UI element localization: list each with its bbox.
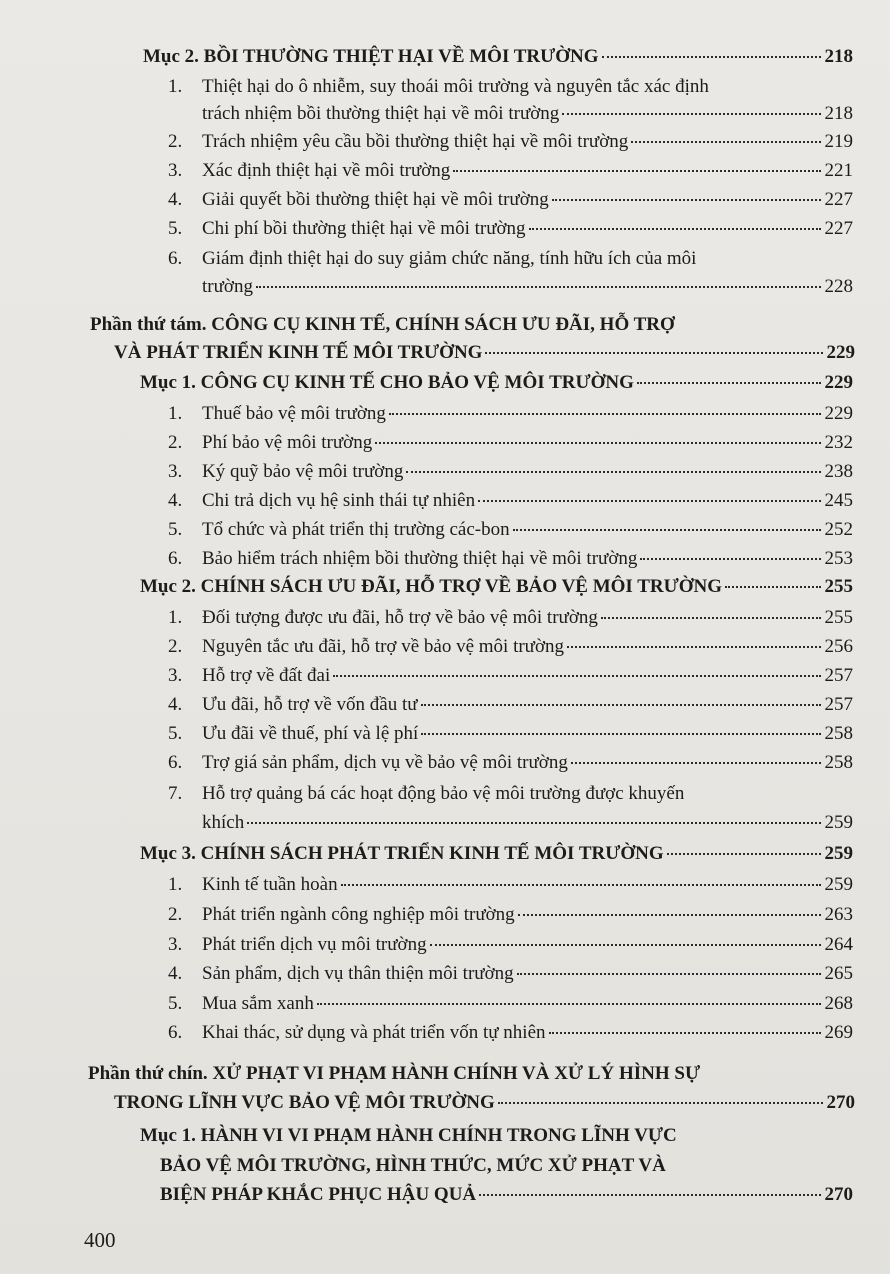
toc-item[interactable] — [168, 548, 853, 570]
toc-item[interactable] — [168, 934, 853, 956]
entry-label: Hỗ trợ về đất đai — [202, 665, 331, 686]
toc-item[interactable] — [168, 665, 853, 687]
entry-label-line1: Giám định thiệt hại do suy giảm chức năng, tính hữu ích của môi — [202, 248, 697, 269]
entry-label: Đối tượng được ưu đãi, hỗ trợ về bảo vệ môi trường — [202, 607, 598, 628]
toc-item[interactable] — [168, 636, 853, 658]
dot-leader — [479, 1194, 820, 1196]
entry-label: Phát triển ngành công nghiệp môi trường — [202, 904, 515, 925]
toc-item[interactable] — [168, 752, 853, 774]
item-number: 2. — [168, 131, 183, 152]
toc-item[interactable] — [168, 160, 853, 182]
entry-page: 219 — [824, 131, 853, 152]
entry-page: 257 — [824, 665, 853, 686]
section-title-line2: BẢO VỆ MÔI TRƯỜNG, HÌNH THỨC, MỨC XỬ PHẠT VÀ — [160, 1155, 666, 1176]
item-number: 2. — [168, 636, 183, 657]
entry-label-line1: Hỗ trợ quảng bá các hoạt động bảo vệ môi trường được khuyến — [202, 783, 685, 804]
toc-item-line — [168, 248, 696, 270]
entry-label: Mục 2. BỒI THƯỜNG THIỆT HẠI VỀ MÔI TRƯỜNG — [143, 46, 599, 67]
dot-leader — [333, 675, 820, 677]
toc-item[interactable] — [168, 607, 853, 629]
item-number: 6. — [168, 752, 183, 773]
entry-page: 269 — [824, 1022, 853, 1043]
toc-item[interactable] — [168, 218, 853, 240]
entry-label: Bảo hiểm trách nhiệm bồi thường thiệt hại về môi trường — [202, 548, 638, 569]
toc-item[interactable] — [168, 461, 853, 483]
toc-item[interactable] — [168, 1022, 853, 1044]
toc-section-heading-line — [160, 1155, 666, 1177]
dot-leader — [406, 471, 820, 473]
entry-label: Tổ chức và phát triển thị trường các-bon — [202, 519, 510, 540]
entry-label: Chi phí bồi thường thiệt hại về môi trường — [202, 218, 526, 239]
section-title-line1: Mục 1. HÀNH VI VI PHẠM HÀNH CHÍNH TRONG LĨNH VỰC — [140, 1125, 677, 1146]
page-number: 400 — [84, 1228, 116, 1252]
entry-label: Kinh tế tuần hoàn — [202, 874, 338, 895]
dot-leader — [518, 914, 821, 916]
entry-page: 270 — [826, 1092, 855, 1113]
dot-leader — [478, 500, 820, 502]
item-number: 1. — [168, 607, 183, 628]
toc-section-heading[interactable] — [140, 372, 853, 394]
entry-page: 264 — [824, 934, 853, 955]
entry-page: 259 — [824, 874, 853, 895]
part-title-line1: Phần thứ chín. XỬ PHẠT VI PHẠM HÀNH CHÍNH VÀ XỬ LÝ HÌNH SỰ — [88, 1063, 701, 1084]
item-number: 5. — [168, 723, 183, 744]
item-number: 3. — [168, 665, 183, 686]
entry-label: Nguyên tắc ưu đãi, hỗ trợ về bảo vệ môi trường — [202, 636, 565, 657]
dot-leader — [341, 884, 821, 886]
dot-leader — [389, 413, 821, 415]
dot-leader — [529, 228, 821, 230]
toc-item[interactable] — [168, 874, 853, 896]
toc-item[interactable] — [202, 276, 853, 298]
item-number: 6. — [168, 1022, 183, 1043]
entry-page: 256 — [824, 636, 853, 657]
entry-page: 245 — [824, 490, 853, 511]
item-number: 3. — [168, 160, 183, 181]
entry-page: 229 — [824, 372, 853, 393]
toc-item[interactable] — [168, 904, 853, 926]
toc-section-heading[interactable] — [143, 46, 853, 68]
item-number: 3. — [168, 934, 183, 955]
item-number: 1. — [168, 403, 183, 424]
item-number: 1. — [168, 76, 183, 97]
dot-leader — [602, 56, 821, 58]
entry-label: Giải quyết bồi thường thiệt hại về môi trường — [202, 189, 549, 210]
toc-part-heading-line — [90, 314, 675, 336]
toc-item-line — [168, 76, 709, 98]
entry-page: 252 — [824, 519, 853, 540]
dot-leader — [453, 170, 820, 172]
toc-section-heading[interactable] — [140, 576, 853, 598]
entry-page: 221 — [824, 160, 853, 181]
toc-item[interactable] — [168, 694, 853, 716]
item-number: 6. — [168, 548, 183, 569]
dot-leader — [430, 944, 821, 946]
entry-page: 259 — [824, 843, 853, 864]
entry-label: trách nhiệm bồi thường thiệt hại về môi trường — [202, 103, 560, 124]
toc-item[interactable] — [168, 131, 853, 153]
entry-label: Trách nhiệm yêu cầu bồi thường thiệt hại về môi trường — [202, 131, 629, 152]
toc-section-heading[interactable] — [140, 843, 853, 865]
dot-leader — [498, 1102, 823, 1104]
toc-item[interactable] — [202, 103, 853, 125]
entry-label: BIỆN PHÁP KHẮC PHỤC HẬU QUẢ — [160, 1184, 477, 1205]
entry-label-line1: Thiệt hại do ô nhiễm, suy thoái môi trường và nguyên tắc xác định — [202, 76, 709, 97]
toc-item[interactable] — [168, 432, 853, 454]
dot-leader — [485, 352, 822, 354]
entry-label: trường — [202, 276, 253, 297]
toc-part-heading-line — [88, 1063, 700, 1085]
toc-section-heading[interactable] — [160, 1184, 853, 1206]
entry-label: TRONG LĨNH VỰC BẢO VỆ MÔI TRƯỜNG — [114, 1092, 495, 1113]
item-number: 6. — [168, 248, 183, 269]
entry-label: Ký quỹ bảo vệ môi trường — [202, 461, 404, 482]
toc-section-heading-line — [140, 1125, 677, 1147]
entry-label: VÀ PHÁT TRIỂN KINH TẾ MÔI TRƯỜNG — [114, 342, 483, 363]
item-number: 4. — [168, 490, 183, 511]
item-number: 1. — [168, 874, 183, 895]
entry-page: 258 — [824, 723, 853, 744]
toc-item[interactable] — [168, 993, 853, 1015]
entry-page: 268 — [824, 993, 853, 1014]
entry-label: Sản phẩm, dịch vụ thân thiện môi trường — [202, 963, 514, 984]
dot-leader — [421, 733, 820, 735]
toc-item[interactable] — [168, 723, 853, 745]
entry-page: 218 — [824, 46, 853, 67]
item-number: 5. — [168, 519, 183, 540]
dot-leader — [317, 1003, 821, 1005]
dot-leader — [552, 199, 821, 201]
entry-label: Mua sắm xanh — [202, 993, 314, 1014]
item-number: 4. — [168, 694, 183, 715]
entry-page: 253 — [824, 548, 853, 569]
entry-page: 229 — [824, 403, 853, 424]
entry-page: 238 — [824, 461, 853, 482]
entry-label: Mục 2. CHÍNH SÁCH ƯU ĐÃI, HỖ TRỢ VỀ BẢO VỆ MÔI TRƯỜNG — [140, 576, 723, 597]
toc-item[interactable] — [168, 519, 853, 541]
dot-leader — [601, 617, 821, 619]
entry-label: Khai thác, sử dụng và phát triển vốn tự nhiên — [202, 1022, 546, 1043]
dot-leader — [667, 853, 821, 855]
entry-page: 270 — [824, 1184, 853, 1205]
dot-leader — [637, 382, 821, 384]
dot-leader — [421, 704, 821, 706]
entry-page: 228 — [824, 276, 853, 297]
item-number: 5. — [168, 218, 183, 239]
entry-label: Trợ giá sản phẩm, dịch vụ về bảo vệ môi trường — [202, 752, 568, 773]
dot-leader — [567, 646, 820, 648]
toc-part-heading[interactable] — [114, 342, 855, 364]
toc-item[interactable] — [168, 490, 853, 512]
dot-leader — [375, 442, 820, 444]
entry-label: Ưu đãi, hỗ trợ về vốn đầu tư — [202, 694, 418, 715]
entry-label: Phí bảo vệ môi trường — [202, 432, 373, 453]
entry-label: khích — [202, 812, 245, 833]
entry-page: 227 — [824, 218, 853, 239]
entry-label: Thuế bảo vệ môi trường — [202, 403, 386, 424]
entry-page: 258 — [824, 752, 853, 773]
entry-page: 218 — [824, 103, 853, 124]
entry-page: 227 — [824, 189, 853, 210]
dot-leader — [725, 586, 820, 588]
dot-leader — [562, 113, 820, 115]
item-number: 7. — [168, 783, 183, 804]
dot-leader — [256, 286, 821, 288]
entry-page: 255 — [824, 607, 853, 628]
dot-leader — [517, 973, 821, 975]
item-number: 4. — [168, 963, 183, 984]
toc-item-line — [168, 783, 684, 805]
toc-item[interactable] — [202, 812, 853, 834]
dot-leader — [640, 558, 820, 560]
entry-page: 232 — [824, 432, 853, 453]
entry-label: Mục 3. CHÍNH SÁCH PHÁT TRIỂN KINH TẾ MÔI TRƯỜNG — [140, 843, 664, 864]
part-title-line1: Phần thứ tám. CÔNG CỤ KINH TẾ, CHÍNH SÁCH ƯU ĐÃI, HỖ TRỢ — [90, 314, 675, 335]
dot-leader — [247, 822, 820, 824]
entry-label: Chi trả dịch vụ hệ sinh thái tự nhiên — [202, 490, 476, 511]
entry-page: 265 — [824, 963, 853, 984]
entry-page: 255 — [824, 576, 853, 597]
entry-page: 257 — [824, 694, 853, 715]
dot-leader — [631, 141, 820, 143]
toc-item[interactable] — [168, 963, 853, 985]
item-number: 2. — [168, 432, 183, 453]
dot-leader — [549, 1032, 821, 1034]
dot-leader — [571, 762, 821, 764]
entry-page: 229 — [826, 342, 855, 363]
toc-item[interactable] — [168, 189, 853, 211]
item-number: 4. — [168, 189, 183, 210]
entry-label: Phát triển dịch vụ môi trường — [202, 934, 427, 955]
entry-label: Xác định thiệt hại về môi trường — [202, 160, 451, 181]
item-number: 5. — [168, 993, 183, 1014]
entry-page: 263 — [824, 904, 853, 925]
toc-part-heading[interactable] — [114, 1092, 855, 1114]
item-number: 3. — [168, 461, 183, 482]
entry-label: Ưu đãi về thuế, phí và lệ phí — [202, 723, 419, 744]
entry-label: Mục 1. CÔNG CỤ KINH TẾ CHO BẢO VỆ MÔI TRƯỜNG — [140, 372, 634, 393]
entry-page: 259 — [824, 812, 853, 833]
toc-item[interactable] — [168, 403, 853, 425]
item-number: 2. — [168, 904, 183, 925]
dot-leader — [513, 529, 821, 531]
